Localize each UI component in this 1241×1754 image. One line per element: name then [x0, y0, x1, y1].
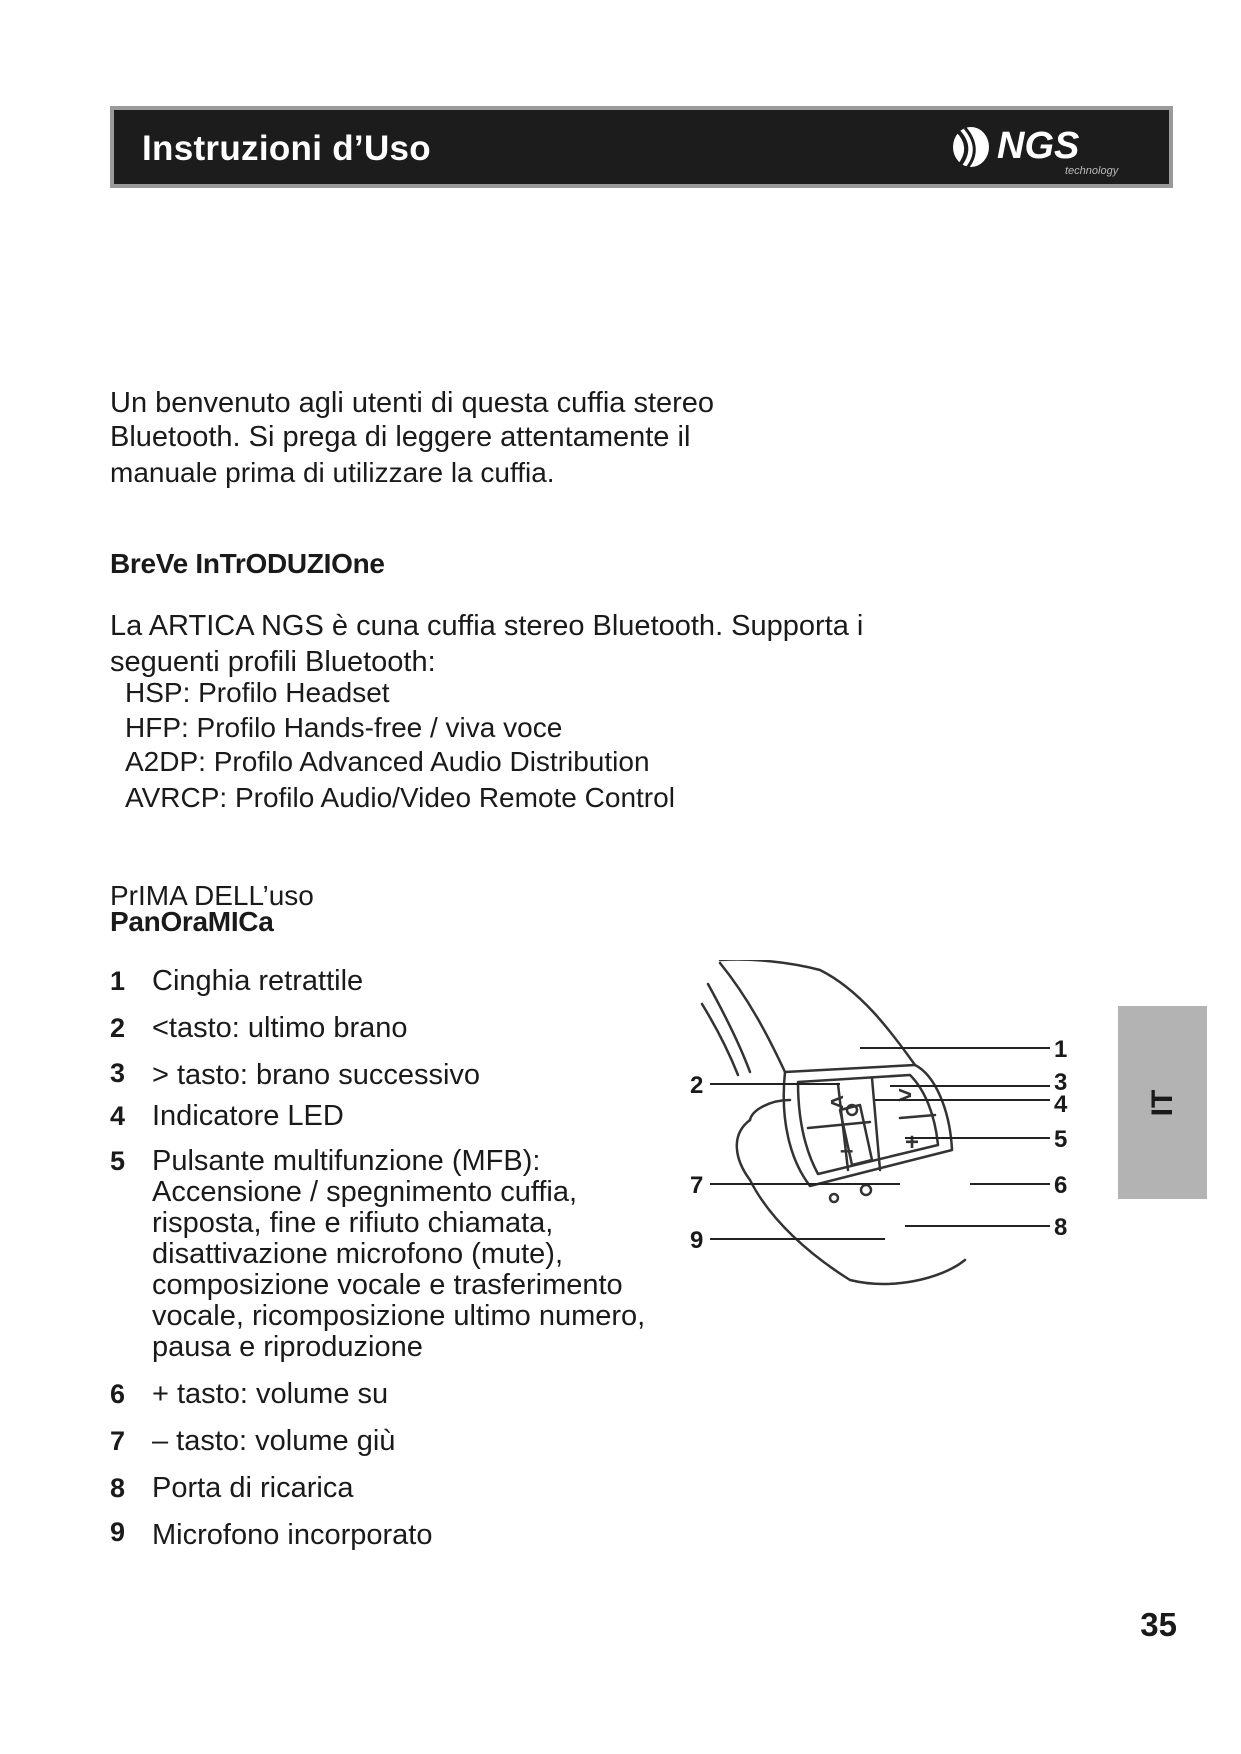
- page-number: 35: [1140, 1606, 1177, 1643]
- profile-item: AVRCP: Profilo Audio/Video Remote Control: [125, 782, 675, 813]
- callout-8: 8: [1054, 1214, 1068, 1241]
- list-item-text: Microfono incorporato: [152, 1519, 433, 1551]
- plus-glyph: +: [905, 1129, 920, 1156]
- list-item-number: 2: [110, 1013, 126, 1043]
- callout-9: 9: [690, 1227, 704, 1254]
- list-item-number: 6: [110, 1379, 126, 1409]
- list-item: [110, 1146, 670, 1363]
- list-item-number: 4: [110, 1101, 126, 1131]
- callout-7: 7: [690, 1172, 704, 1199]
- callout-1: 1: [1054, 1036, 1068, 1063]
- headset-diagram: [690, 960, 1080, 1310]
- list-item: [110, 1060, 670, 1091]
- language-tab: [1118, 1006, 1207, 1199]
- list-item-number: 5: [110, 1146, 126, 1176]
- list-item-number: 1: [110, 966, 126, 996]
- breve-description: [110, 608, 1010, 680]
- profile-item: HFP: Profilo Hands-free / viva voce: [125, 712, 563, 743]
- profile-item: HSP: Profilo Headset: [125, 677, 390, 708]
- list-item: [110, 1379, 670, 1410]
- list-item-number: 8: [110, 1473, 126, 1503]
- prev-glyph: <: [830, 1089, 845, 1116]
- callout-5: 5: [1054, 1126, 1068, 1153]
- list-item-text: Pulsante multifunzione (MFB): Accensione / spegnimento cuffia, risposta, fine e rifiuto chiamata, disattivazione microfono (mute), composizione vocale e trasferimento vocale, ricomposizione ultimo numero, pausa e riproduzione: [152, 1145, 646, 1363]
- callout-6: 6: [1054, 1172, 1068, 1199]
- callout-3: 3: [1054, 1069, 1068, 1096]
- list-item: [110, 1473, 670, 1504]
- logo-subtext: technology: [1065, 165, 1119, 177]
- logo-text: NGS: [997, 125, 1080, 167]
- intro-paragraph: [110, 386, 870, 490]
- section-title-prima: PrIMA DELL’uso: [110, 880, 314, 911]
- header-bar: [110, 106, 1173, 188]
- section-heading-breve: BreVe InTrODUZIOne: [110, 548, 385, 579]
- language-tab-label: IT: [1145, 1089, 1179, 1116]
- section-heading-panoramica: PanOraMICa: [110, 906, 274, 937]
- list-item: [110, 1101, 670, 1132]
- ngs-logo-mark: [953, 127, 989, 168]
- list-item-text: + tasto: volume su: [152, 1378, 389, 1410]
- callout-2: 2: [690, 1072, 704, 1099]
- intro-line-2: Bluetooth. Si prega di leggere attentamente il: [110, 421, 691, 453]
- intro-line-3: manuale prima di utilizzare la cuffia.: [110, 457, 555, 488]
- list-item: [110, 966, 670, 997]
- list-item-text: – tasto: volume giù: [152, 1425, 396, 1457]
- profiles-list: [125, 676, 675, 815]
- intro-line-1: Un benvenuto agli utenti di questa cuffia stereo: [110, 387, 715, 419]
- breve-desc-line-1: La ARTICA NGS è cuna cuffia stereo Bluetooth. Supporta i: [110, 610, 864, 642]
- ngs-logo: [947, 120, 1147, 178]
- list-item-text: Porta di ricarica: [152, 1472, 354, 1504]
- callout-4: 4: [1054, 1091, 1068, 1118]
- list-item-text: Cinghia retrattile: [152, 965, 364, 997]
- list-item: [110, 1426, 670, 1457]
- minus-glyph: –: [840, 1137, 854, 1164]
- profile-item: A2DP: Profilo Advanced Audio Distribution: [125, 746, 650, 777]
- list-item-text: <tasto: ultimo brano: [152, 1012, 408, 1044]
- list-item-number: 3: [110, 1058, 126, 1088]
- list-item-text: > tasto: brano successivo: [152, 1059, 481, 1091]
- next-glyph: >: [898, 1082, 913, 1109]
- headset-drawing: [702, 960, 965, 1284]
- list-item-number: 9: [110, 1517, 126, 1547]
- parts-list: [110, 966, 670, 1551]
- list-item: [110, 1517, 670, 1551]
- list-item-text: Indicatore LED: [152, 1100, 344, 1132]
- list-item: [110, 1013, 670, 1044]
- list-item-number: 7: [110, 1426, 126, 1456]
- breve-desc-line-2: seguenti profili Bluetooth:: [110, 646, 436, 678]
- page-title: Instruzioni d’Uso: [142, 129, 431, 168]
